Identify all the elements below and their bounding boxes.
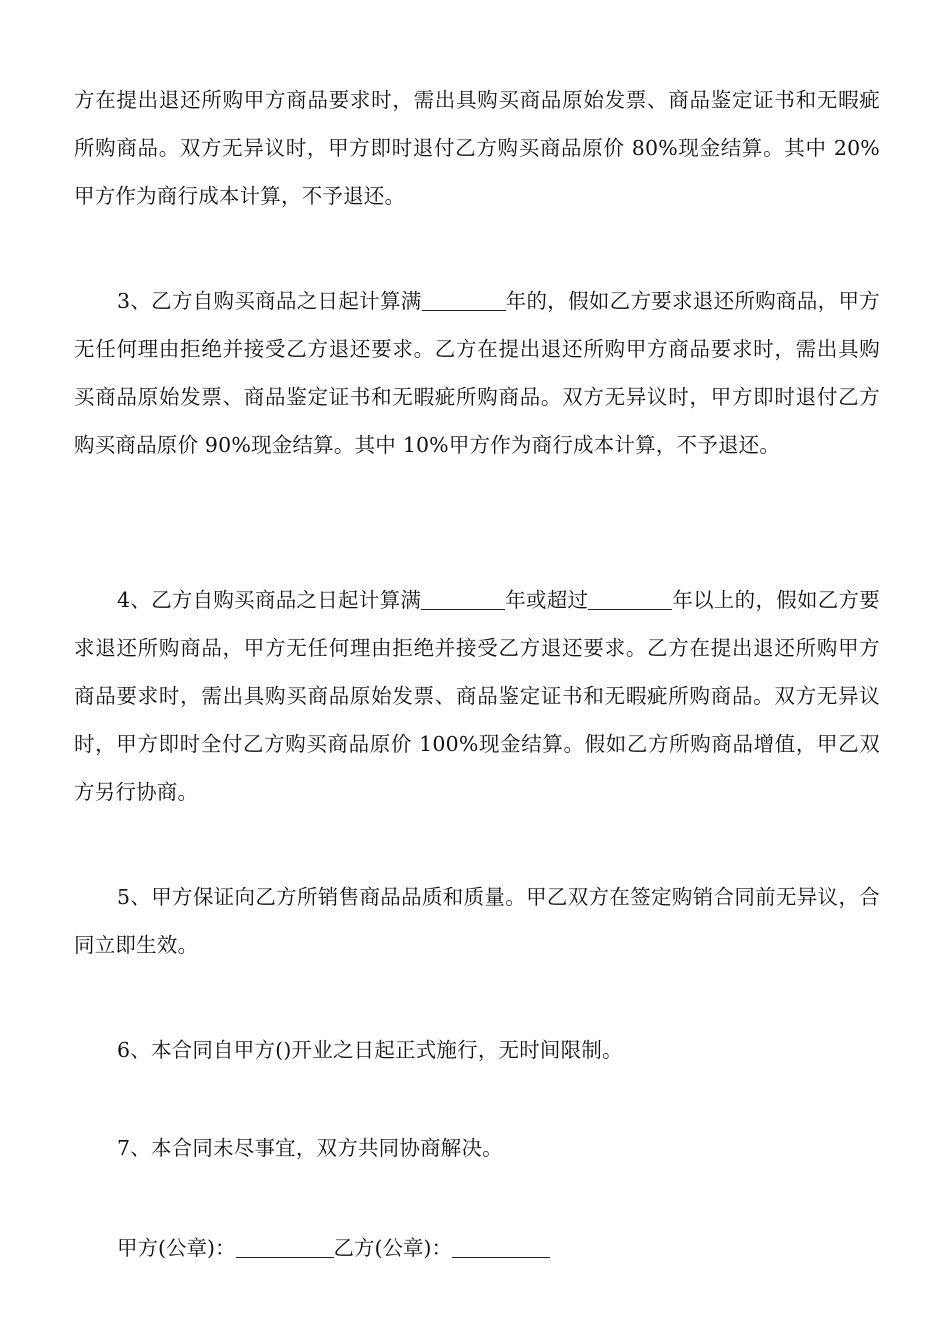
clause-5: 5、甲方保证向乙方所销售商品品质和质量。甲乙双方在签定购销合同前无异议，合同立即生效。 [74,885,880,957]
clause-4-text-rest: 年以上的，假如乙方要求退还所购商品，甲方无任何理由拒绝并接受乙方退还要求。乙方在提出退还所购甲方商品要求时，需出具购买商品原始发票、商品鉴定证书和无暇疵所购商品。双方无异议时，甲方即时全付乙方购买商品原价 100%现金结算。假如乙方所购商品增值，甲乙双方另行协商。 [74,588,881,804]
clause-4-years-blank-2[interactable] [588,589,672,610]
clause-4-text-middle: 年或超过 [505,588,589,612]
clause-4-text-start: 4、乙方自购买商品之日起计算满 [117,588,422,612]
clause-3-text-start: 3、乙方自购买商品之日起计算满 [117,289,422,313]
signature-line [117,1224,550,1272]
party-b-seal-label: 乙方(公章)： [333,1236,452,1260]
clause-4 [74,576,880,816]
clause-6: 6、本合同自甲方()开业之日起正式施行，无时间限制。 [117,1038,623,1062]
party-b-seal-blank[interactable] [452,1237,550,1258]
clause-4-years-blank-1[interactable] [421,589,505,610]
party-a-seal-label: 甲方(公章)： [117,1236,236,1260]
clause-3-years-blank[interactable] [422,290,506,311]
clause-3 [74,277,880,469]
clause-3-text-rest: 年的，假如乙方要求退还所购商品，甲方无任何理由拒绝并接受乙方退还要求。乙方在提出退还所购甲方商品要求时，需出具购买商品原始发票、商品鉴定证书和无暇疵所购商品。双方无异议时，甲方即时退付乙方购买商品原价 90%现金结算。其中 10%甲方作为商行成本计算，不予退还。 [74,289,880,457]
clause-7: 7、本合同未尽事宜，双方共同协商解决。 [117,1136,503,1160]
paragraph-continued: 方在提出退还所购甲方商品要求时，需出具购买商品原始发票、商品鉴定证书和无暇疵所购商品。双方无异议时，甲方即时退付乙方购买商品原价 80%现金结算。其中 20%甲方作为商行成本计算，不予退还。 [74,88,880,208]
party-a-seal-blank[interactable] [236,1237,334,1258]
